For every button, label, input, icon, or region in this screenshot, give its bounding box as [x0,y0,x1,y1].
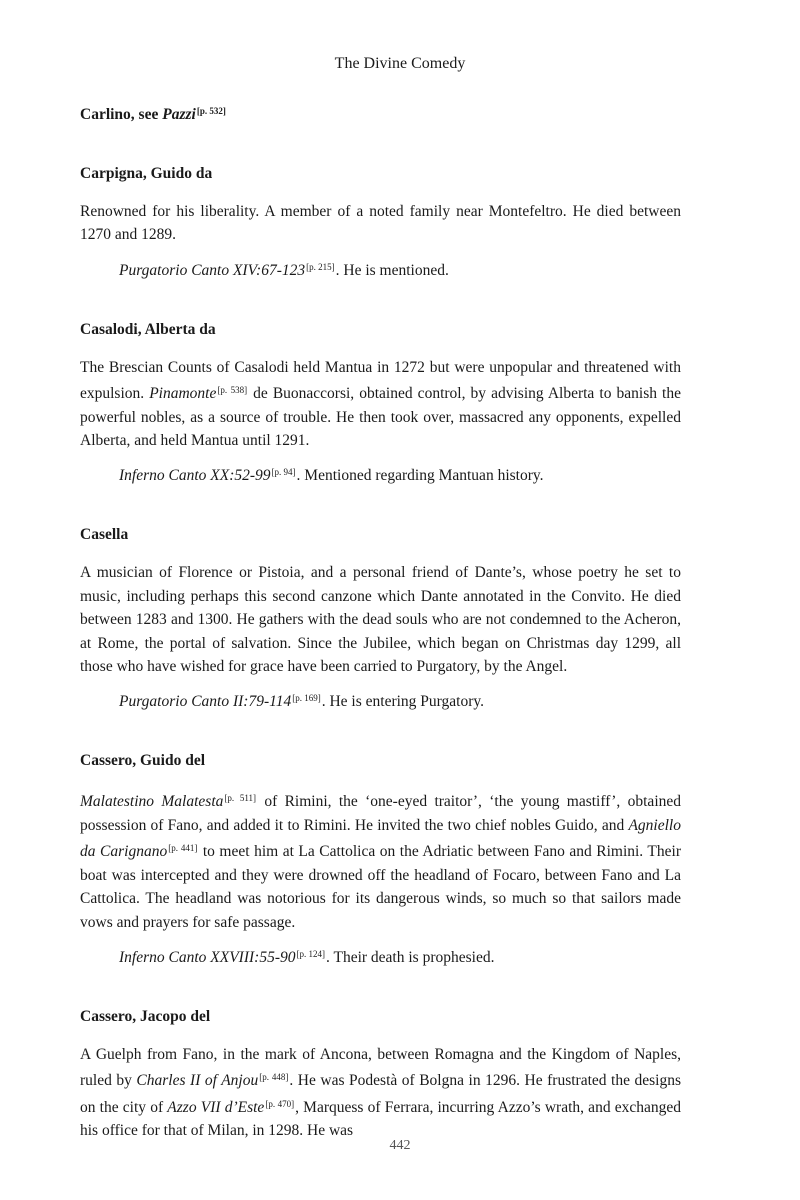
canto-link[interactable]: Purgatorio Canto XIV:67-123 [119,261,306,279]
page-reference: [p. 538] [217,385,248,396]
person-link[interactable]: Pinamonte [149,385,217,403]
entry-title: Cassero, Jacopo del [80,1007,211,1025]
page-reference: [p. 532] [196,106,226,116]
person-link[interactable]: Azzo VII d’Este [167,1098,265,1116]
page-reference: [p. 169] [292,693,321,704]
entry-description [80,356,681,453]
page-reference: [p. 124] [296,948,325,959]
entry-title-text: Carlino, see [80,106,163,123]
canto-reference [80,943,681,969]
entry-title: Casella [80,526,129,544]
entry-carpigna [80,163,681,282]
canto-link[interactable]: Inferno Canto XX:52-99 [119,467,271,485]
canto-reference [80,461,681,487]
canto-link[interactable]: Inferno Canto XXVIII:55-90 [119,948,296,966]
description-text: , Marquess of Ferrara, incurring Azzo’s wrath, and exchanged his office for that of Milan, in 1298. He was [80,1098,682,1140]
canto-link[interactable]: Purgatorio Canto II:79-114 [119,693,292,711]
reference-note: . Their death is prophesied. [326,948,495,966]
entry-description [80,1043,681,1143]
page-reference: [p. 215] [306,261,335,272]
canto-reference [80,687,681,713]
entry-casella [80,524,681,713]
description-text: The Brescian Counts of Casalodi held Mantua in 1272 but were unpopular and threatened with expulsion. [80,358,681,403]
entry-title: Casalodi, Alberta da [80,320,216,338]
entry-title [80,100,681,126]
page-reference: [p. 470] [265,1098,295,1109]
description-text: de Buonaccorsi, obtained control, by advising Alberta to banish the powerful nobles, as a source of trouble. He then took over, massacred any opponents, expelled Alberta, and held Mantua until 1291. [80,385,681,450]
description-text: to meet him at La Cattolica on the Adriatic between Fano and Rimini. Their boat was intercepted and they were drowned off the headland of Focaro, between Fano and La Cattolica. The headland was notorious for its dangerous winds, so much so that sailors made vows and prayers for safe passage. [80,843,681,931]
entry-cassero-jacopo [80,1006,681,1143]
page-reference: [p. 448] [259,1072,289,1083]
page-reference: [p. 441] [168,843,198,854]
entry-description: A musician of Florence or Pistoia, and a personal friend of Dante’s, whose poetry he set to music, including perhaps this second canzone which Dante annotated in the Convito. He died between 1283 and 1300. He gathers with the dead souls who are not condemned to the Acheron, at Rome, the portal of salvation. Since the Jubilee, which began on Christmas day 1299, all those who have wished for grace have been carried to Purgatory, by the Angel. [80,564,681,676]
page-reference: [p. 94] [271,467,296,478]
entry-description [80,787,681,933]
entry-cassero-guido [80,750,681,968]
page-reference: [p. 511] [224,793,257,804]
canto-reference [80,256,681,282]
description-text: of Rimini, the ‘one-eyed traitor’, ‘the young mastiff’, obtained possession of Fano, and added it to Rimini. He invited the two chief nobles Guido, and [80,793,682,834]
person-link[interactable]: Charles II of Anjou [136,1072,259,1090]
entry-casalodi [80,319,681,488]
entry-title: Carpigna, Guido da [80,165,213,182]
entry-carlino [80,100,681,126]
reference-note: . He is mentioned. [335,261,449,279]
description-text: A Guelph from Fano, in the mark of Ancona, between Romagna and the Kingdom of Naples, ruled by [80,1045,681,1090]
cross-reference-link[interactable]: Pazzi [162,106,196,123]
description-text: . He was Podestà of Bolgna in 1296. He frustrated the designs on the city of [80,1072,682,1116]
person-link[interactable]: Malatestino Malatesta [80,793,224,811]
reference-note: . He is entering Purgatory. [321,693,485,711]
entry-description: Renowned for his liberality. A member of a noted family near Montefeltro. He died between 1270 and 1289. [80,203,681,244]
entry-title: Cassero, Guido del [80,752,206,770]
glossary-content [80,100,681,1152]
person-link[interactable]: Agniello da Carignano [80,816,681,861]
running-header: The Divine Comedy [334,55,466,72]
reference-note: . Mentioned regarding Mantuan history. [296,467,544,485]
page-number: 442 [389,1138,411,1153]
